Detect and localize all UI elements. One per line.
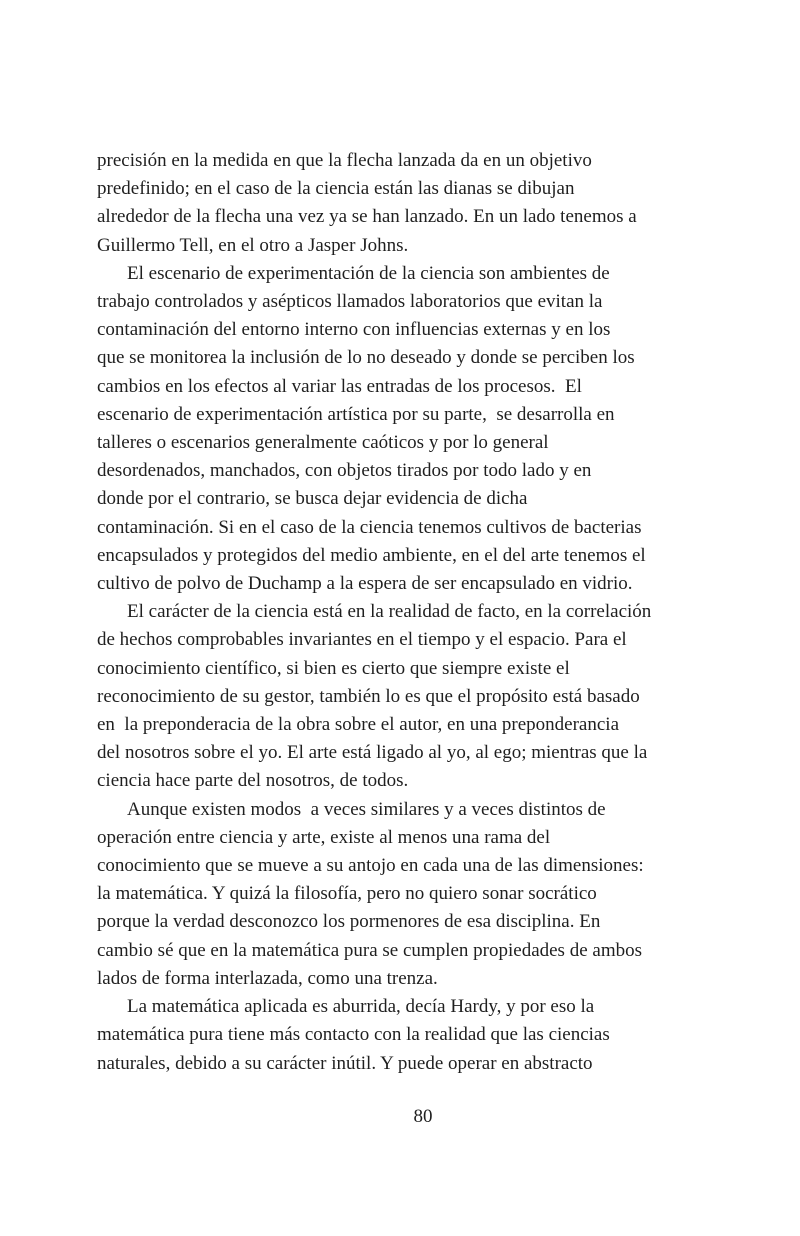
paragraph [97, 147, 737, 260]
text-line: reconocimiento de su gestor, también lo es que el propósito está basado [97, 685, 640, 707]
paragraph [97, 796, 737, 993]
paragraph [97, 993, 737, 1078]
text-line: matemática pura tiene más contacto con la realidad que las ciencias [97, 1024, 610, 1046]
text-line: trabajo controlados y asépticos llamados laboratorios que evitan la [97, 291, 603, 313]
text-line: donde por el contrario, se busca dejar evidencia de dicha [97, 488, 528, 510]
text-line: cambio sé que en la matemática pura se cumplen propiedades de ambos [97, 939, 642, 961]
text-line: naturales, debido a su carácter inútil. Y puede operar en abstracto [97, 1052, 593, 1074]
text-line: operación entre ciencia y arte, existe al menos una rama del [97, 826, 551, 848]
text-line: contaminación del entorno interno con influencias externas y en los [97, 319, 611, 341]
text-line: predefinido; en el caso de la ciencia están las dianas se dibujan [97, 178, 575, 200]
text-line: Aunque existen modos a veces similares y a veces distintos de [127, 798, 606, 820]
text-line: contaminación. Si en el caso de la ciencia tenemos cultivos de bacterias [97, 516, 642, 538]
paragraph [97, 598, 737, 795]
text-line: alrededor de la flecha una vez ya se han lanzado. En un lado tenemos a [97, 206, 637, 228]
text-line: talleres o escenarios generalmente caóticos y por lo general [97, 432, 549, 454]
text-line: El carácter de la ciencia está en la realidad de facto, en la correlación [127, 601, 652, 623]
page-number: 80 [413, 1106, 433, 1127]
text-line: que se monitorea la inclusión de lo no deseado y donde se perciben los [97, 347, 635, 369]
text-line: conocimiento que se mueve a su antojo en cada una de las dimensiones: [97, 855, 644, 877]
page-text [97, 147, 737, 1078]
text-line: escenario de experimentación artística por su parte, se desarrolla en [97, 403, 615, 425]
text-line: ciencia hace parte del nosotros, de todos. [97, 770, 409, 792]
text-line: lados de forma interlazada, como una trenza. [97, 967, 438, 989]
text-line: de hechos comprobables invariantes en el tiempo y el espacio. Para el [97, 629, 627, 651]
text-line: cambios en los efectos al variar las entradas de los procesos. El [97, 375, 582, 397]
text-line: Guillermo Tell, en el otro a Jasper Johns. [97, 234, 409, 256]
text-line: en la preponderacia de la obra sobre el autor, en una preponderancia [97, 714, 620, 736]
text-line: porque la verdad desconozco los pormenores de esa disciplina. En [97, 911, 601, 933]
text-line: del nosotros sobre el yo. El arte está ligado al yo, al ego; mientras que la [97, 742, 648, 764]
text-line: desordenados, manchados, con objetos tirados por todo lado y en [97, 460, 592, 482]
text-line: conocimiento científico, si bien es cierto que siempre existe el [97, 657, 570, 679]
text-line: la matemática. Y quizá la filosofía, pero no quiero sonar socrático [97, 883, 597, 905]
text-line: El escenario de experimentación de la ciencia son ambientes de [127, 262, 610, 284]
paragraph [97, 260, 737, 598]
text-line: cultivo de polvo de Duchamp a la espera de ser encapsulado en vidrio. [97, 573, 633, 595]
text-line: encapsulados y protegidos del medio ambiente, en el del arte tenemos el [97, 544, 646, 566]
text-line: precisión en la medida en que la flecha lanzada da en un objetivo [97, 150, 592, 171]
text-line: La matemática aplicada es aburrida, decía Hardy, y por eso la [127, 996, 595, 1018]
